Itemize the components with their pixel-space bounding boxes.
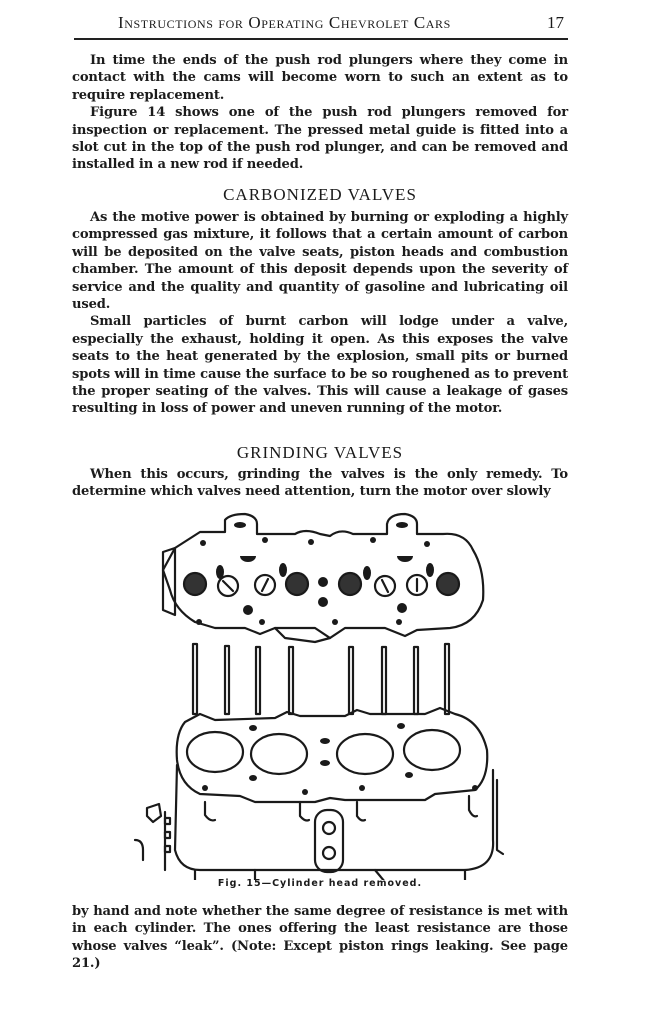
section-heading-grinding-valves: GRINDING VALVES — [236, 443, 404, 462]
paragraph: When this occurs, grinding the valves is the only remedy. To determine which valves need attention, turn the motor over slowly — [72, 467, 568, 500]
paragraph: Small particles of burnt carbon will lodge under a valve, especially the exhaust, holding it open. As this exposes the valve seats to the heat generated by the explosion, small pits or burned spots will in time cause the surface to be so roughened as to prevent the proper seating of the valves. This will cause a leakage of gases resulting in loss of power and uneven running of the motor. — [72, 314, 568, 417]
paragraph: In time the ends of the push rod plungers where they come in contact with the cams will become worn to such an extent as to require replacement. — [72, 53, 568, 103]
header-title: Instructions for Operating Chevrolet Cars — [118, 13, 451, 32]
grinding-valves-text-bottom — [72, 903, 568, 973]
carbonized-valves-text — [72, 209, 568, 418]
engine-illustration-icon — [125, 510, 515, 880]
figure-caption: Fig. 15—Cylinder head removed. — [217, 878, 423, 889]
intro-text — [72, 52, 568, 174]
page-number: 17 — [547, 13, 564, 32]
section-heading-carbonized-valves: CARBONIZED VALVES — [223, 185, 417, 204]
running-header — [74, 10, 568, 40]
paragraph: by hand and note whether the same degree of resistance is met with in each cylinder. The ones offering the least resistance are those whose valves “leak”. (Note: Except piston rings leaking. See page 21.) — [72, 904, 568, 972]
grinding-valves-text-top — [72, 466, 568, 501]
paragraph: Figure 14 shows one of the push rod plungers removed for inspection or replacement. The pressed metal guide is fitted into a slot cut in the top of the push rod plunger, and can be removed and installed in a new rod if needed. — [72, 105, 568, 173]
paragraph: As the motive power is obtained by burning or exploding a highly compressed gas mixture, it follows that a certain amount of carbon will be deposited on the valve seats, piston heads and combustion chamber. The amount of this deposit depends upon the severity of service and the quality and quantity of gasoline and lubricating oil used. — [72, 210, 568, 313]
figure-cylinder-head-illustration — [125, 510, 515, 880]
